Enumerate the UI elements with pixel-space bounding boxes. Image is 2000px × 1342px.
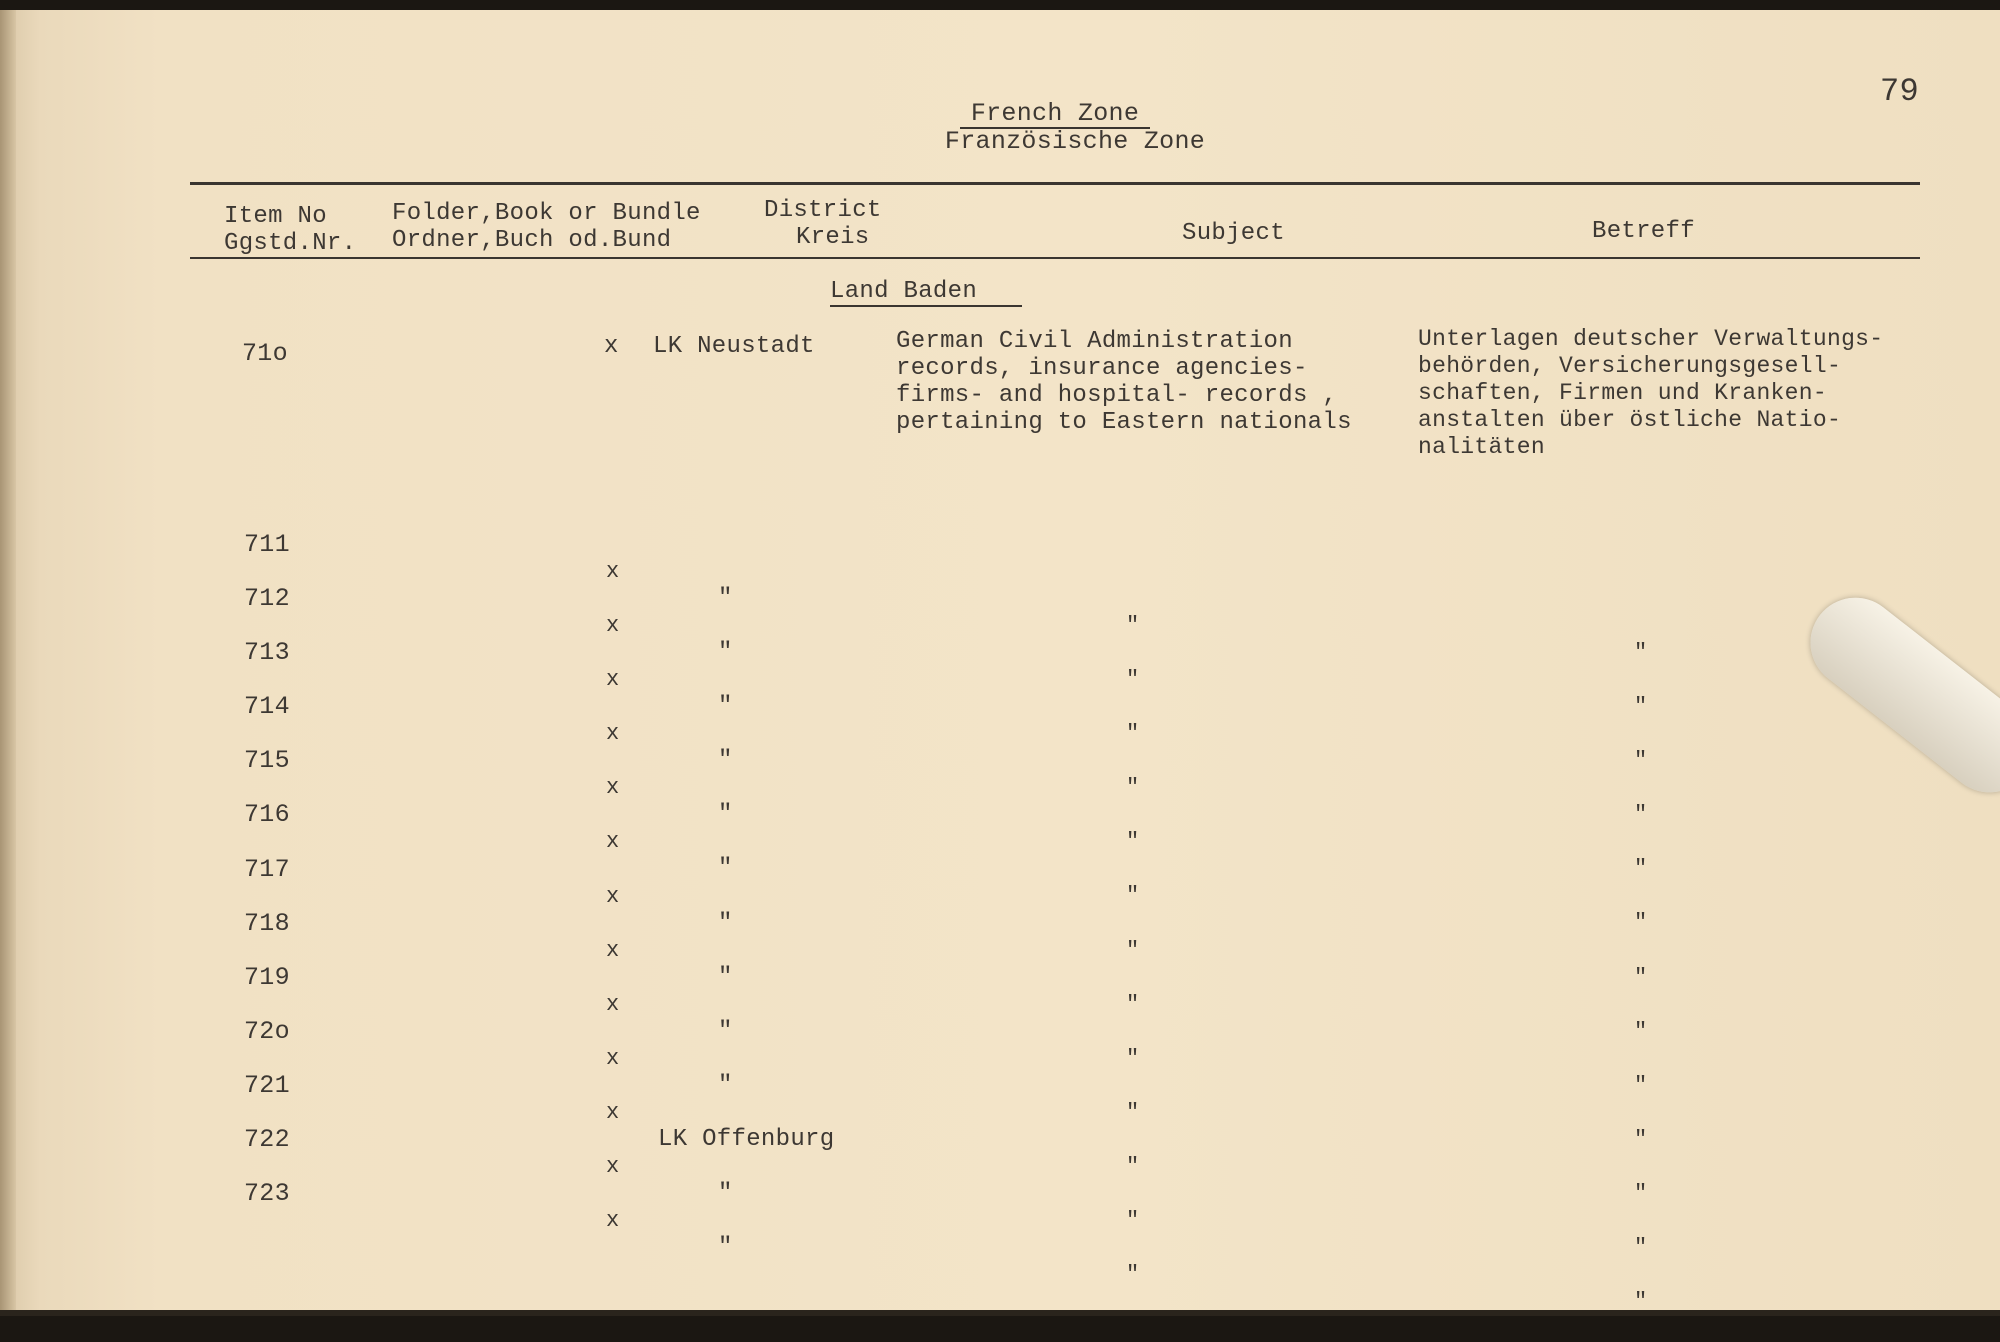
header-betreff: Betreff — [1592, 218, 1695, 245]
section-title: Land Baden — [830, 278, 1022, 307]
folder-mark: x — [606, 992, 620, 1017]
header-folder-en: Folder,Book or Bundle — [392, 200, 701, 227]
header-folder-de: Ordner,Buch od.Bund — [392, 227, 672, 254]
item-number: 713 — [244, 638, 290, 667]
district-cell: " — [718, 855, 733, 882]
district-cell: " — [718, 1018, 733, 1045]
district-cell: " — [718, 693, 733, 720]
district-cell: " — [718, 801, 733, 828]
betreff-cell: " — [1634, 1127, 1648, 1152]
item-number: 723 — [244, 1179, 290, 1208]
document-page — [0, 10, 2000, 1316]
item-number: 717 — [244, 855, 290, 884]
betreff-cell: " — [1634, 1181, 1648, 1206]
folder-mark: x — [606, 1208, 620, 1233]
district-cell: " — [718, 1072, 733, 1099]
betreff-cell: " — [1634, 1235, 1648, 1260]
table-row — [0, 1153, 2000, 1314]
betreff-cell: " — [1634, 965, 1648, 990]
folder-mark: x — [606, 938, 620, 963]
item-number: 714 — [244, 692, 290, 721]
district-cell: LK Neustadt — [653, 333, 815, 360]
subject-cell: " — [1126, 775, 1140, 800]
betreff-line: behörden, Versicherungsgesell- — [1418, 353, 1842, 379]
betreff-line: nalitäten — [1418, 434, 1545, 460]
subject-cell: " — [1126, 667, 1140, 692]
item-number: 722 — [244, 1125, 290, 1154]
district-cell: " — [718, 1234, 733, 1261]
item-number: 71o — [242, 339, 288, 368]
betreff-cell: " — [1634, 1289, 1648, 1314]
subject-line: German Civil Administration — [896, 328, 1293, 355]
betreff-cell: " — [1634, 1073, 1648, 1098]
folder-mark: x — [606, 775, 620, 800]
betreff-cell: " — [1634, 748, 1648, 773]
folder-mark: x — [606, 1154, 620, 1179]
district-cell: " — [718, 585, 733, 612]
district-cell: " — [718, 747, 733, 774]
subject-cell: " — [1126, 992, 1140, 1017]
folder-mark: x — [606, 884, 620, 909]
folder-mark: x — [606, 1046, 620, 1071]
item-number: 718 — [244, 909, 290, 938]
betreff-cell: " — [1634, 1019, 1648, 1044]
betreff-line: schaften, Firmen und Kranken- — [1418, 380, 1827, 406]
header-bottom-rule — [190, 257, 1920, 259]
subject-cell: " — [1126, 938, 1140, 963]
page-number: 79 — [1880, 73, 1920, 110]
district-cell: " — [718, 639, 733, 666]
item-number: 712 — [244, 584, 290, 613]
subject-cell: " — [1126, 721, 1140, 746]
subject-cell: " — [1126, 829, 1140, 854]
folder-mark: x — [604, 333, 619, 360]
subject-line: records, insurance agencies- — [896, 355, 1308, 382]
item-number: 716 — [244, 800, 290, 829]
header-district-de: Kreis — [796, 224, 870, 251]
district-cell: " — [718, 964, 733, 991]
betreff-cell: " — [1634, 640, 1648, 665]
betreff-cell: " — [1634, 910, 1648, 935]
subject-cell: " — [1126, 883, 1140, 908]
item-number: 715 — [244, 746, 290, 775]
betreff-cell: " — [1634, 694, 1648, 719]
folder-mark: x — [606, 613, 620, 638]
folder-mark: x — [606, 559, 620, 584]
item-number: 721 — [244, 1071, 290, 1100]
subject-cell: " — [1126, 1262, 1140, 1287]
title-en: French Zone — [960, 100, 1150, 129]
header-subject: Subject — [1182, 220, 1285, 247]
header-item-en: Item No — [224, 203, 327, 230]
district-cell: " — [718, 1180, 733, 1207]
subject-cell: " — [1126, 1208, 1140, 1233]
title-de: Französische Zone — [944, 127, 1206, 156]
item-number: 711 — [244, 530, 290, 559]
betreff-line: Unterlagen deutscher Verwaltungs- — [1418, 326, 1884, 352]
folder-mark: x — [606, 829, 620, 854]
subject-cell: " — [1126, 613, 1140, 638]
item-number: 719 — [244, 963, 290, 992]
folder-mark: x — [606, 721, 620, 746]
betreff-cell: " — [1634, 856, 1648, 881]
header-district-en: District — [764, 197, 882, 224]
folder-mark: x — [606, 1100, 620, 1125]
subject-line: pertaining to Eastern nationals — [896, 409, 1352, 436]
district-cell: LK Offenburg — [658, 1126, 835, 1153]
folder-mark: x — [606, 667, 620, 692]
subject-line: firms- and hospital- records , — [896, 382, 1338, 409]
header-top-rule — [190, 182, 1920, 185]
subject-cell: " — [1126, 1046, 1140, 1071]
subject-cell: " — [1126, 1154, 1140, 1179]
betreff-line: anstalten über östliche Natio- — [1418, 407, 1842, 433]
district-cell: " — [718, 910, 733, 937]
betreff-cell: " — [1634, 802, 1648, 827]
header-item-de: Ggstd.Nr. — [224, 230, 357, 257]
item-number: 72o — [244, 1017, 290, 1046]
subject-cell: " — [1126, 1100, 1140, 1125]
